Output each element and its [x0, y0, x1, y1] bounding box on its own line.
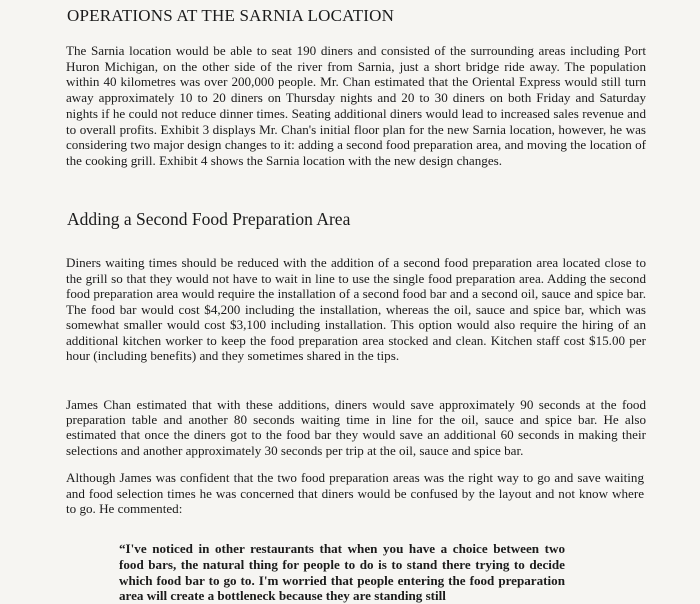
- paragraph-time-estimates: James Chan estimated that with these additions, diners would save approximately 90 seconds at the food preparation table and another 80 seconds waiting time in line for the oil, sauce and spice bar. He also estimated that once the diners got to the food bar they would save an additional 60 seconds in making their selections and another approximately 30 seconds per trip at the oil, sauce and spice bar.: [66, 397, 646, 458]
- block-quote: “I've noticed in other restaurants that when you have a choice between two food bars, the natural thing for people to do is to stand there trying to decide which food bar to go to. I'm worried that people entering the food preparation area will create a bottleneck because they are standing still: [119, 541, 565, 604]
- paragraph-layout-concern: Although James was confident that the two food preparation areas was the right way to go and save waiting and food selection times he was concerned that diners would be confused by the layout and not know where to go. He commented:: [66, 470, 644, 517]
- paragraph-sarnia-location: The Sarnia location would be able to seat 190 diners and consisted of the surrounding areas including Port Huron Michigan, on the other side of the river from Sarnia, just a short bridge ride away. The population within 40 kilometres was over 200,000 people. Mr. Chan estimated that the Oriental Express would still turn away approximately 10 to 20 diners on Thursday nights and 20 to 30 diners on both Friday and Saturday nights if he could not reduce dinner times. Seating additional diners would lead to increased sales revenue and to overall profits. Exhibit 3 displays Mr. Chan's initial floor plan for the new Sarnia location, however, he was considering two major design changes to it: adding a second food preparation area, and moving the location of the cooking grill. Exhibit 4 shows the Sarnia location with the new design changes.: [66, 43, 646, 168]
- subheading-second-food-prep: Adding a Second Food Preparation Area: [67, 209, 351, 229]
- section-title: OPERATIONS AT THE SARNIA LOCATION: [67, 6, 395, 25]
- paragraph-diner-waiting-times: Diners waiting times should be reduced with the addition of a second food preparation area located close to the grill so that they would not have to wait in line to use the single food preparation area. Adding the second food preparation area would require the installation of a second food bar and a second oil, sauce and spice bar. The food bar would cost $4,200 including the installation, whereas the oil, sauce and spice bar, which was somewhat smaller would cost $3,100 including installation. This option would also require the hiring of an additional kitchen worker to keep the food preparation area stocked and clean. Kitchen staff cost $15.00 per hour (including benefits) and they sometimes shared in the tips.: [66, 255, 646, 363]
